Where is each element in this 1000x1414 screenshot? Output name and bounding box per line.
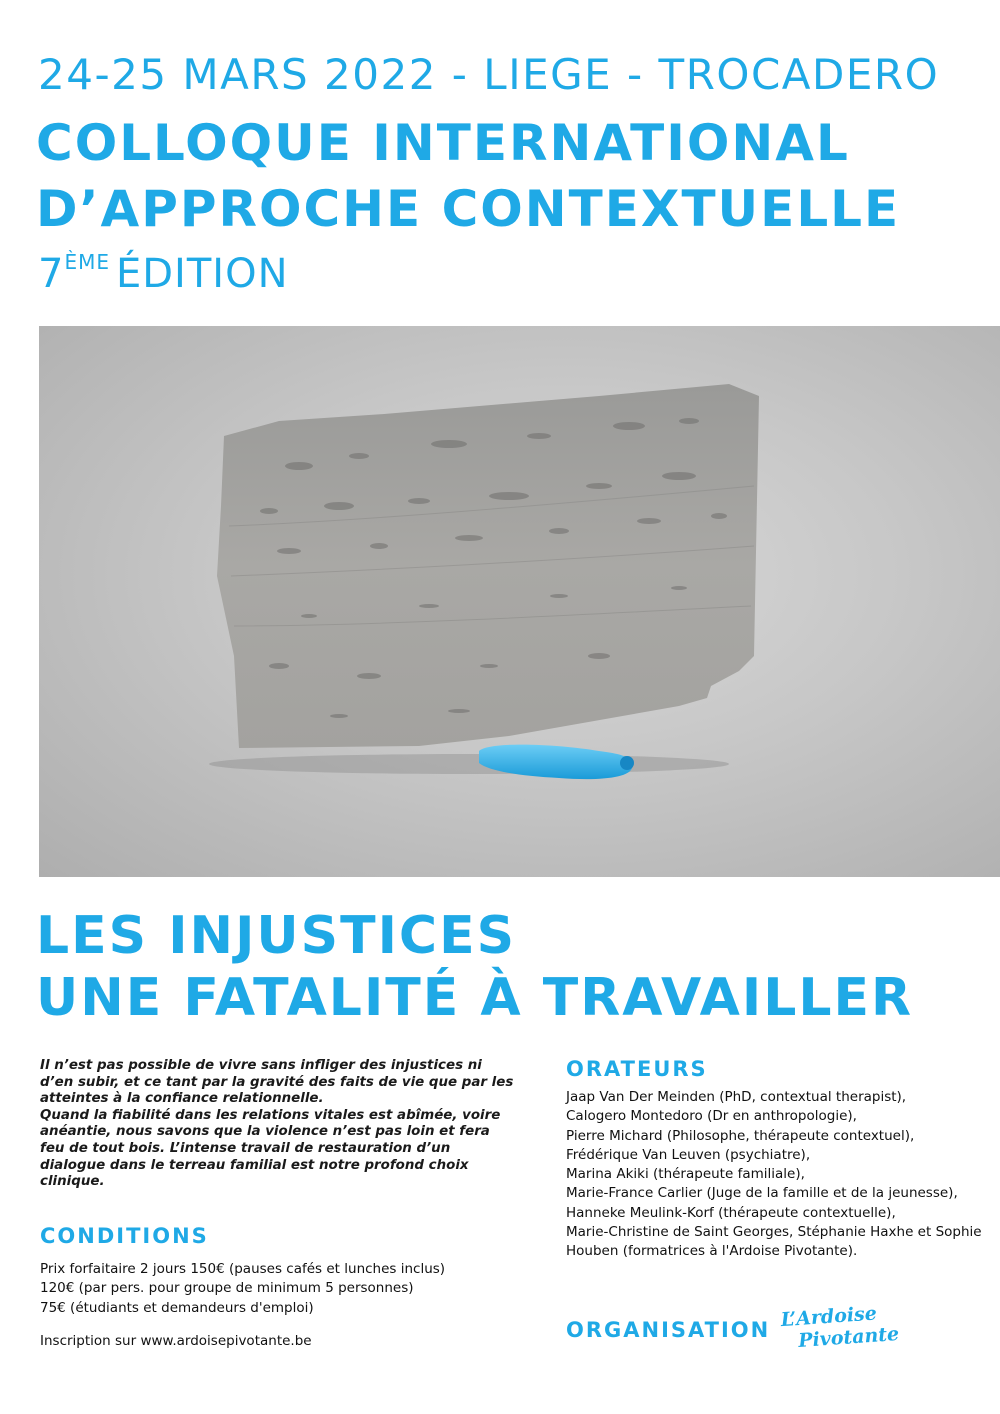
speaker-line: Jaap Van Der Meinden (PhD, contextual therapist), [566, 1089, 907, 1105]
edition-suffix: ÈME [64, 250, 110, 274]
speaker-line: Marina Akiki (thérapeute familiale), [566, 1166, 805, 1183]
ardoise-pivotante-logo [774, 1301, 908, 1370]
conditions-line: Prix forfaitaire 2 jours 150€ (pauses cafés et lunches inclus) [40, 1261, 446, 1277]
conditions-list [40, 1260, 510, 1318]
stone-slab [217, 384, 759, 748]
speaker-line: Hanneke Meulink-Korf (thérapeute contextuelle), [566, 1204, 896, 1221]
speaker-line: Frédérique Van Leuven (psychiatre), [566, 1146, 811, 1163]
logo-line-1: L’Ardoise [780, 1302, 878, 1332]
edition-label [38, 250, 289, 297]
orateurs-title: ORATEURS [566, 1057, 708, 1081]
blue-balloon [479, 745, 632, 780]
colloque-title-line-1: COLLOQUE INTERNATIONAL [36, 114, 850, 172]
speaker-line: Marie-France Carlier (Juge de la famille et de la jeunesse), [566, 1185, 958, 1202]
inscription-text: Inscription sur www.ardoisepivotante.be [40, 1333, 312, 1349]
intro-paragraph-2: Quand la fiabilité dans les relations vitales est abîmée, voire anéantie, nous savons que la violence n’est pas loin et fera feu de tout bois. L’intense travail de restauration d’un dialogue dans le terreau familial est notre profond choix clinique. [40, 1107, 501, 1190]
conditions-title: CONDITIONS [40, 1224, 209, 1248]
edition-number: 7 [38, 251, 65, 297]
intro-text [40, 1058, 515, 1191]
speaker-line: Calogero Montedoro (Dr en anthropologie), [566, 1108, 857, 1125]
conditions-line: 120€ (par pers. pour groupe de minimum 5 personnes) [40, 1280, 414, 1297]
logo-line-2: Pivotante [797, 1322, 900, 1352]
speakers-list [566, 1088, 986, 1262]
intro-paragraph-1: Il n’est pas possible de vivre sans infliger des injustices ni d’en subir, et ce tant par la gravité des faits de vie que par les atteintes à la confiance relationnelle. [40, 1058, 514, 1107]
colloque-title-line-2: D’APPROCHE CONTEXTUELLE [36, 180, 901, 238]
edition-word: ÉDITION [115, 251, 289, 297]
conditions-line: 75€ (étudiants et demandeurs d'emploi) [40, 1299, 314, 1316]
theme-title-line-2: UNE FATALITÉ À TRAVAILLER [36, 968, 914, 1028]
event-dateline: 24-25 MARS 2022 - LIEGE - TROCADERO [38, 50, 940, 99]
theme-title-line-1: LES INJUSTICES [36, 906, 517, 966]
speaker-line: Marie-Christine de Saint Georges, Stéphanie Haxhe et Sophie Houben (formatrices à l'Ardoise Pivotante). [566, 1224, 982, 1260]
speaker-line: Pierre Michard (Philosophe, thérapeute contextuel), [566, 1127, 915, 1144]
organisation-label: ORGANISATION [566, 1318, 771, 1342]
stone-slab-photo [39, 326, 1000, 877]
